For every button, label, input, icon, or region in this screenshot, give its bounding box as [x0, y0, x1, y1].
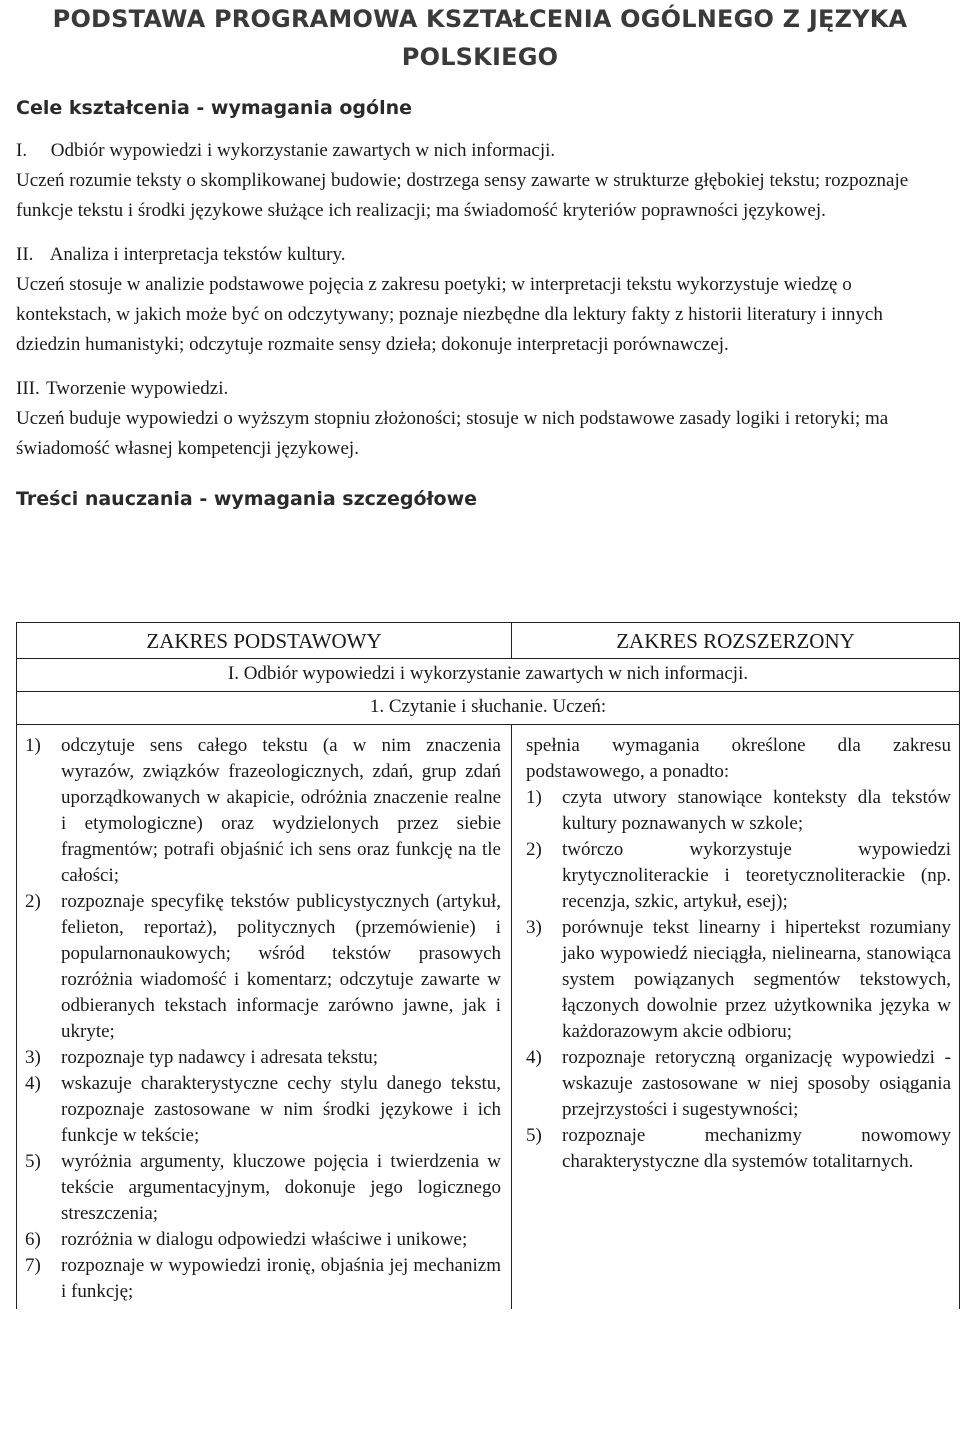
- extended-intro: spełnia wymagania określone dla zakresu podstawowego, a ponadto:: [526, 735, 951, 782]
- list-item: 4) wskazuje charakterystyczne cechy stylu danego tekstu, rozpoznaje zastosowane w nim środki językowe i ich funkcje w tekście;: [25, 1073, 501, 1146]
- table-subsection-row: [17, 692, 960, 725]
- list-item: 3) porównuje tekst linearny i hipertekst rozumiany jako wypowiedź nieciągła, nielinearna, stanowiąca system powiązanych segmentów tekstowych, łączonych dowolnie przez użytkownika języka w każdorazowym akcie odbioru;: [526, 917, 951, 1042]
- list-item: 4) rozpoznaje retoryczną organizację wypowiedzi - wskazuje zastosowane w niej sposoby osiągania przejrzystości i sugestywności;: [526, 1047, 951, 1120]
- requirements-table: [16, 622, 960, 1309]
- list-item: 6) rozróżnia w dialogu odpowiedzi właściwe i unikowe;: [25, 1229, 468, 1250]
- goal-heading-text: Odbiór wypowiedzi i wykorzystanie zawartych w nich informacji.: [50, 140, 556, 161]
- goal-heading-text: Analiza i interpretacja tekstów kultury.: [49, 244, 346, 265]
- goal-heading: [16, 374, 944, 404]
- goal-text: Uczeń rozumie teksty o skomplikowanej budowie; dostrzega sensy zawarte w strukturze głębokiej tekstu; rozpoznaje funkcje tekstu i środki językowe służące ich realizacji; ma świadomość kryteriów poprawności językowej.: [16, 170, 909, 221]
- goal-text: Uczeń stosuje w analizie podstawowe pojęcia z zakresu poetyki; w interpretacji tekstu wykorzystuje wiedzę o kontekstach, w jakich może być on odczytywany; poznaje niezbędne dla lektury fakty z historii literatury i innych dziedzin humanistyki; odczytuje rozmaite sensy dzieła; dokonuje interpretacji porównawczej.: [16, 274, 883, 355]
- list-item: 7) rozpoznaje w wypowiedzi ironię, objaśnia jej mechanizm i funkcję;: [25, 1255, 501, 1302]
- extended-items-list: [526, 785, 951, 1175]
- table-header-row: [17, 623, 960, 659]
- document-title: PODSTAWA PROGRAMOWA KSZTAŁCENIA OGÓLNEGO Z JĘZYKA POLSKIEGO: [52, 5, 908, 71]
- list-item: 2) rozpoznaje specyfikę tekstów publicystycznych (artykuł, felieton, reportaż), politycznych (przemówienie) i popularnonaukowych; wśród tekstów prasowych rozróżnia wiadomość i komentarz; odczytuje zawarte w odbieranych tekstach informacje zarówno jawne, jak i ukryte;: [25, 891, 501, 1042]
- goal-section: [16, 374, 944, 464]
- extended-scope-cell: [512, 725, 960, 1310]
- basic-items-list: [25, 733, 501, 1305]
- document-page: [16, 0, 951, 1302]
- list-item: 1) odczytuje sens całego tekstu (a w nim znaczenia wyrazów, związków frazeologicznych, zdań, grup zdań uporządkowanych w akapicie, odróżnia znaczenie realne i etymologiczne) oraz wydzielonych przez siebie fragmentów; potrafi objaśnić ich sens oraz funkcję na tle całości;: [25, 735, 501, 886]
- goal-heading-text: Tworzenie wypowiedzi.: [46, 378, 229, 399]
- goal-text: Uczeń buduje wypowiedzi o wyższym stopniu złożoności; stosuje w nich podstawowe zasady logiki i retoryki; ma świadomość własnej kompetencji językowej.: [16, 408, 889, 459]
- detailed-requirements-heading: Treści nauczania - wymagania szczegółowe: [16, 488, 478, 510]
- table-section-row: [17, 659, 960, 692]
- goal-heading: [16, 240, 944, 270]
- goal-section: [16, 240, 944, 360]
- section-title-cell: I. Odbiór wypowiedzi i wykorzystanie zawartych w nich informacji.: [17, 659, 960, 692]
- list-item: 2) twórczo wykorzystuje wypowiedzi krytycznoliterackie i teoretycznoliterackie (np. recenzja, szkic, artykuł, esej);: [526, 839, 951, 912]
- list-item: 3) rozpoznaje typ nadawcy i adresata tekstu;: [25, 1047, 379, 1068]
- table-content-row: [17, 725, 960, 1310]
- subsection-title-cell: 1. Czytanie i słuchanie. Uczeń:: [17, 692, 960, 725]
- goal-section: [16, 136, 944, 226]
- list-item: 5) rozpoznaje mechanizmy nowomowy charakterystyczne dla systemów totalitarnych.: [526, 1125, 951, 1172]
- list-item: 1) czyta utwory stanowiące konteksty dla tekstów kultury poznawanych w szkole;: [526, 787, 951, 834]
- column-header-basic: ZAKRES PODSTAWOWY: [17, 623, 512, 659]
- goal-number: II.: [16, 244, 34, 265]
- column-header-extended: ZAKRES ROZSZERZONY: [512, 623, 960, 659]
- general-requirements-heading: Cele kształcenia - wymagania ogólne: [16, 97, 413, 119]
- goal-heading: [16, 136, 944, 166]
- goal-number: III.: [16, 378, 40, 399]
- basic-scope-cell: [17, 725, 512, 1310]
- list-item: 5) wyróżnia argumenty, kluczowe pojęcia i twierdzenia w tekście argumentacyjnym, dokonuje jego logicznego streszczenia;: [25, 1151, 501, 1224]
- goal-number: I.: [16, 140, 28, 161]
